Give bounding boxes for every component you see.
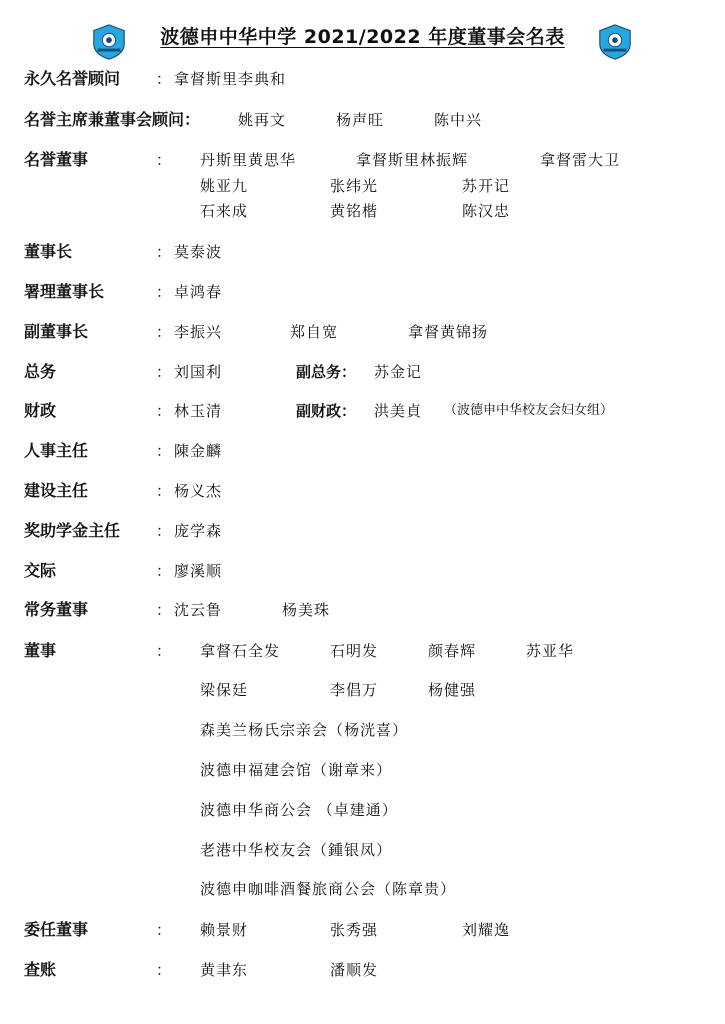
sub-role-label: 副总务： bbox=[296, 363, 357, 381]
role-label: 副董事长 bbox=[24, 322, 89, 341]
sub-role-label: 副财政： bbox=[296, 402, 357, 420]
member-name: 苏金记 bbox=[374, 363, 423, 381]
school-crest-icon bbox=[596, 23, 634, 61]
member-name: 波德申华商公会 （卓建通） bbox=[200, 801, 398, 819]
colon: ： bbox=[156, 151, 172, 169]
role-label: 总务 bbox=[24, 362, 57, 381]
colon: ： bbox=[156, 442, 172, 460]
colon: ： bbox=[156, 283, 172, 301]
member-name: 杨义杰 bbox=[174, 482, 223, 500]
member-name: 姚亚九 bbox=[200, 177, 249, 195]
header bbox=[0, 0, 725, 70]
member-name: 拿督斯里林振辉 bbox=[356, 151, 469, 169]
member-name: 莫泰波 bbox=[174, 243, 223, 261]
role-label: 奖助学金主任 bbox=[24, 521, 121, 540]
member-name: 赖景财 bbox=[200, 921, 249, 939]
colon: ： bbox=[156, 70, 172, 88]
member-name: 拿督斯里李典和 bbox=[174, 70, 287, 88]
role-label: 名誉董事 bbox=[24, 150, 89, 169]
member-name: 黄铭楷 bbox=[330, 202, 379, 220]
role-label: 永久名誉顾问 bbox=[24, 69, 121, 88]
member-name: 苏开记 bbox=[462, 177, 511, 195]
colon: ： bbox=[156, 562, 172, 580]
colon: ： bbox=[156, 961, 172, 979]
member-name: 刘耀逸 bbox=[462, 921, 511, 939]
member-name: 波德申咖啡酒餐旅商公会（陈章贵） bbox=[200, 880, 457, 898]
colon: ： bbox=[156, 522, 172, 540]
role-label: 常务董事 bbox=[24, 600, 89, 619]
role-label: 名誉主席兼董事会顾问： bbox=[24, 110, 201, 129]
member-name: 石明发 bbox=[330, 642, 379, 660]
colon: ： bbox=[156, 402, 172, 420]
page-title: 波德申中华中学 2021/2022 年度董事会名表 bbox=[160, 26, 565, 48]
colon: ： bbox=[156, 482, 172, 500]
role-label: 委任董事 bbox=[24, 920, 89, 939]
member-name: 陈汉忠 bbox=[462, 202, 511, 220]
member-note: （波德申中华校友会妇女组） bbox=[444, 403, 614, 418]
member-name: 杨声旺 bbox=[336, 111, 385, 129]
colon: ： bbox=[156, 323, 172, 341]
member-name: 拿督黄锦扬 bbox=[408, 323, 489, 341]
colon: ： bbox=[156, 363, 172, 381]
member-name: 张秀强 bbox=[330, 921, 379, 939]
member-name: 森美兰杨氏宗亲会（杨洸喜） bbox=[200, 721, 409, 739]
colon: ： bbox=[156, 601, 172, 619]
member-name: 拿督雷大卫 bbox=[540, 151, 621, 169]
member-name: 颜春辉 bbox=[428, 642, 477, 660]
colon: ： bbox=[156, 921, 172, 939]
member-name: 陳金麟 bbox=[174, 442, 223, 460]
member-name: 李倡万 bbox=[330, 681, 379, 699]
member-name: 卓鸿春 bbox=[174, 283, 223, 301]
colon: ： bbox=[156, 243, 172, 261]
member-name: 陈中兴 bbox=[434, 111, 483, 129]
member-name: 拿督石全发 bbox=[200, 642, 281, 660]
member-name: 潘顺发 bbox=[330, 961, 379, 979]
role-label: 署理董事长 bbox=[24, 282, 105, 301]
member-name: 杨美珠 bbox=[282, 601, 331, 619]
role-label: 建设主任 bbox=[24, 481, 89, 500]
member-name: 林玉清 bbox=[174, 402, 223, 420]
member-name: 丹斯里黄思华 bbox=[200, 151, 297, 169]
member-name: 石来成 bbox=[200, 202, 249, 220]
member-name: 廖溪顺 bbox=[174, 562, 223, 580]
role-label: 财政 bbox=[24, 401, 57, 420]
member-name: 庞学森 bbox=[174, 522, 223, 540]
member-name: 老港中华校友会（鍾银凤） bbox=[200, 841, 393, 859]
member-name: 苏亚华 bbox=[526, 642, 575, 660]
role-label: 交际 bbox=[24, 561, 57, 580]
role-label: 人事主任 bbox=[24, 441, 89, 460]
colon: ： bbox=[156, 642, 172, 660]
school-crest-icon bbox=[90, 23, 128, 61]
member-name: 杨健强 bbox=[428, 681, 477, 699]
member-name: 刘国利 bbox=[174, 363, 223, 381]
member-name: 郑自宽 bbox=[290, 323, 339, 341]
member-name: 梁保廷 bbox=[200, 681, 249, 699]
member-name: 沈云鲁 bbox=[174, 601, 223, 619]
member-name: 黄聿东 bbox=[200, 961, 249, 979]
member-name: 姚再文 bbox=[238, 111, 287, 129]
member-name: 洪美貞 bbox=[374, 402, 423, 420]
member-name: 李振兴 bbox=[174, 323, 223, 341]
member-name: 波德申福建会馆（谢章来） bbox=[200, 761, 393, 779]
role-label: 董事长 bbox=[24, 242, 73, 261]
role-label: 董事 bbox=[24, 641, 57, 660]
member-name: 张纬光 bbox=[330, 177, 379, 195]
role-label: 查账 bbox=[24, 960, 57, 979]
